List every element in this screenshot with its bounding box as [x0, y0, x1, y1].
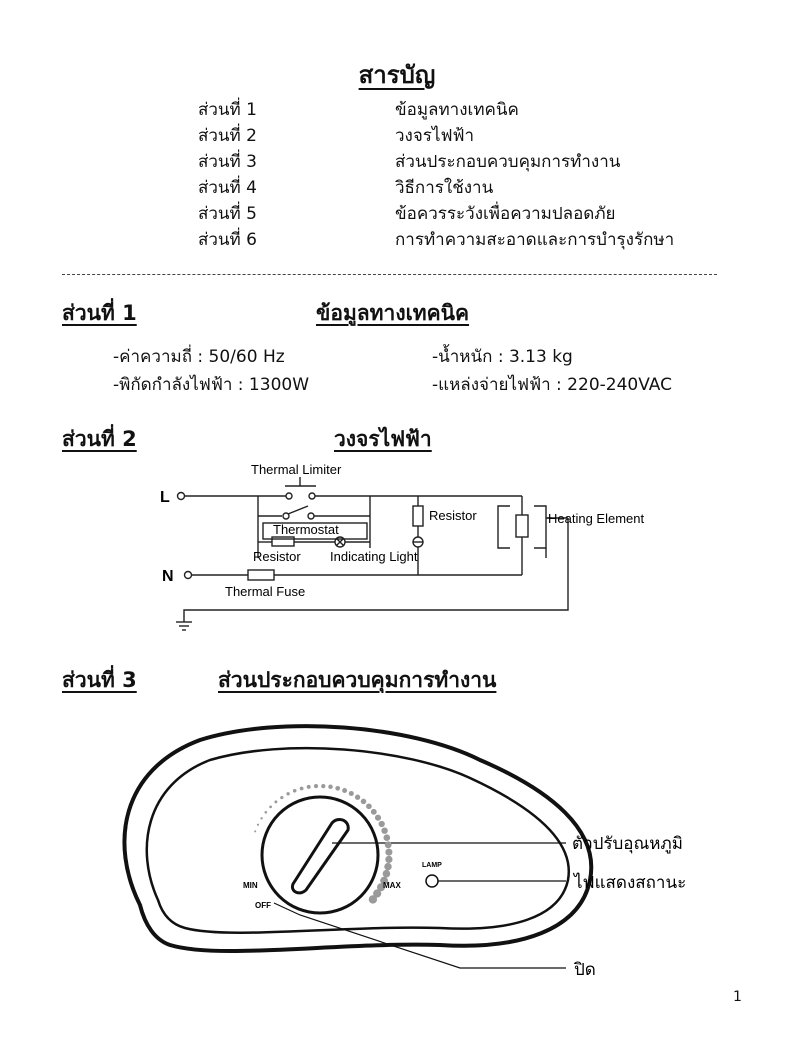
dial-dot	[369, 895, 377, 903]
dial-dot	[335, 786, 340, 791]
dial-dot	[385, 856, 392, 863]
spec-supply: -แหล่งจ่ายไฟฟ้า : 220-240VAC	[432, 375, 672, 395]
callout-off: ปิด	[574, 960, 596, 979]
dial-dot	[375, 815, 381, 821]
page-number: 1	[733, 989, 742, 1005]
status-lamp	[426, 875, 438, 887]
label-max: MAX	[383, 881, 401, 890]
dial-dot	[269, 806, 272, 809]
toc-part: ส่วนที่ 4	[198, 178, 257, 198]
dial-dot	[361, 799, 367, 805]
label-n: N	[162, 568, 174, 585]
dial-dot	[371, 809, 377, 815]
toc-name: ข้อควรระวังเพื่อความปลอดภัย	[395, 204, 616, 224]
dial-dot	[383, 870, 391, 878]
toc-name: ข้อมูลทางเทคนิค	[395, 100, 519, 120]
dial-dot	[265, 811, 268, 814]
dial-dot	[254, 830, 256, 832]
toc-part: ส่วนที่ 5	[198, 204, 257, 224]
label-thermostat: Thermostat	[273, 522, 339, 537]
dial-dot	[349, 791, 354, 796]
section3-part: ส่วนที่ 3	[62, 668, 137, 692]
label-off: OFF	[255, 901, 271, 910]
dial-dot	[385, 849, 392, 856]
section1-title: ข้อมูลทางเทคนิค	[316, 301, 470, 325]
dial-dot	[257, 824, 259, 826]
section2-part: ส่วนที่ 2	[62, 427, 137, 451]
dial-dot	[342, 788, 347, 793]
dial-dot	[384, 863, 391, 870]
toc-part: ส่วนที่ 2	[198, 126, 257, 146]
spec-weight: -น้ำหนัก : 3.13 kg	[432, 347, 573, 367]
dial-dot	[274, 800, 277, 803]
dial-dot	[314, 784, 318, 788]
section3-title: ส่วนประกอบควบคุมการทำงาน	[218, 668, 497, 692]
label-resistor-right: Resistor	[429, 508, 477, 523]
toc-part: ส่วนที่ 3	[198, 152, 257, 172]
section1-part: ส่วนที่ 1	[62, 301, 137, 325]
dial-dot	[300, 787, 304, 791]
toc-part: ส่วนที่ 6	[198, 230, 257, 250]
dial-dot	[381, 827, 387, 833]
dial-dot	[280, 796, 283, 799]
dial-dot	[383, 834, 390, 841]
dial-dot	[286, 792, 289, 795]
toc-name: ส่วนประกอบควบคุมการทำงาน	[395, 152, 621, 172]
toc-name: วิธีการใช้งาน	[395, 178, 494, 198]
label-heating-element: Heating Element	[548, 511, 645, 526]
dial-dot	[385, 841, 392, 848]
callout-lamp: ไฟแสดงสถานะ	[574, 873, 687, 892]
spec-power: -พิกัดกำลังไฟฟ้า : 1300W	[113, 375, 310, 395]
label-resistor: Resistor	[253, 549, 301, 564]
dial-dot	[379, 821, 385, 827]
label-indicating-light: Indicating Light	[330, 549, 418, 564]
label-thermal-limiter: Thermal Limiter	[251, 462, 342, 477]
section2-title: วงจรไฟฟ้า	[334, 427, 432, 451]
label-lamp: LAMP	[422, 862, 442, 869]
dial-dot	[260, 817, 262, 819]
dial-dot	[328, 785, 333, 790]
toc-name: วงจรไฟฟ้า	[395, 126, 475, 146]
toc-name: การทำความสะอาดและการบำรุงรักษา	[395, 230, 675, 250]
label-thermal-fuse: Thermal Fuse	[225, 584, 306, 599]
label-l: L	[160, 489, 170, 506]
dial-dot	[366, 803, 372, 809]
spec-frequency: -ค่าความถี่ : 50/60 Hz	[113, 347, 285, 367]
toc-part: ส่วนที่ 1	[198, 100, 257, 120]
dial-dot	[355, 795, 360, 800]
dial-dot	[321, 784, 325, 788]
callout-thermostat: ตัวปรับอุณหภูมิ	[572, 834, 683, 853]
dial-dot	[293, 789, 297, 793]
label-min: MIN	[243, 881, 258, 890]
toc-title: สารบัญ	[358, 61, 436, 89]
dial-dot	[307, 785, 311, 789]
